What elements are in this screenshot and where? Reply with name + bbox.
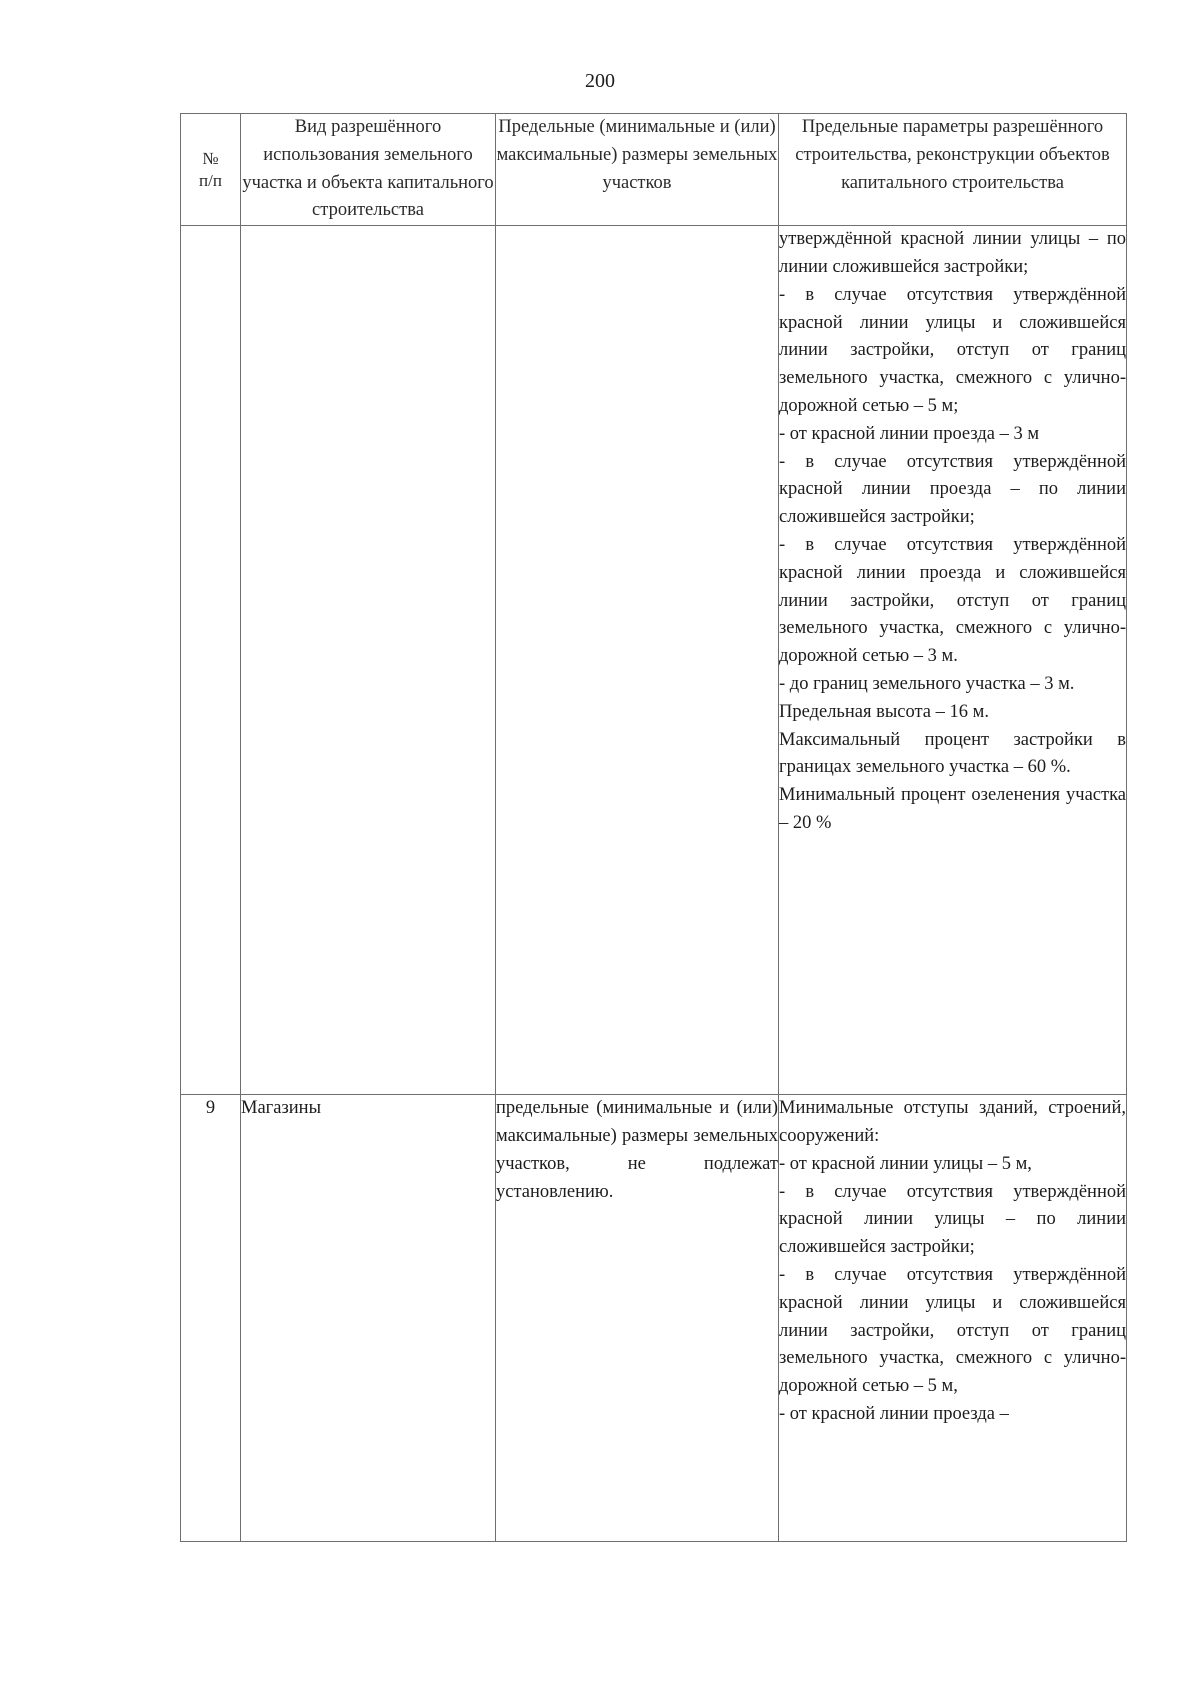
row-plot-size-cell: предельные (минимальные и (или) максимальные) размеры земельных участков, не подлежат установлению. [496,1095,779,1542]
row-plot-size-cell [496,226,779,1095]
row-build-params-cell [779,1095,1127,1542]
params-paragraph: - в случае отсутствия утверждённой красной линии улицы и сложившейся линии застройки, отступ от границ земельного участка, смежного с улично-дорожной сетью – 5 м; [779,284,1126,416]
row-number-cell: 9 [181,1095,241,1542]
row-use-kind-cell [241,226,496,1095]
header-number [181,114,241,226]
row-number-cell [181,226,241,1095]
params-paragraph: - в случае отсутствия утверждённой красной линии улицы – по линии сложившейся застройки; [779,1181,1126,1258]
header-build-params: Предельные параметры разрешённого строительства, реконструкции объектов капитального строительства [779,114,1127,226]
table-row [181,226,1127,1095]
params-paragraph: - в случае отсутствия утверждённой красной линии улицы и сложившейся линии застройки, отступ от границ земельного участка, смежного с улично-дорожной сетью – 5 м, [779,1264,1126,1397]
page-number: 200 [585,70,615,92]
params-paragraph: Минимальные отступы зданий, строений, сооружений: [779,1098,1126,1146]
params-paragraph: - в случае отсутствия утверждённой красной линии проезда и сложившейся линии застройки, отступ от границ земельного участка, смежного с улично-дорожной сетью – 3 м. [779,534,1126,667]
params-paragraph: Максимальный процент застройки в границах земельного участка – 60 %. [779,729,1126,778]
params-paragraph: - от красной линии улицы – 5 м, [779,1153,1032,1174]
header-number-abbr: п/п [199,170,222,190]
header-plot-size: Предельные (минимальные и (или) максимальные) размеры земельных участков [496,114,779,226]
row-use-kind-cell: Магазины [241,1095,496,1542]
params-paragraph: - от красной линии проезда – 3 м [779,423,1040,444]
header-use-kind: Вид разрешённого использования земельного участка и объекта капитального строительства [241,114,496,226]
params-paragraph: - до границ земельного участка – 3 м. [779,673,1075,694]
row-build-params-cell [779,226,1127,1095]
table-row [181,1095,1127,1542]
params-paragraph: утверждённой красной линии улицы – по линии сложившейся застройки; [779,229,1126,277]
header-number-sign: № [202,148,219,168]
params-paragraph: - от красной линии проезда – [779,1403,1009,1424]
params-paragraph: Минимальный процент озеленения участка – 20 % [779,785,1126,833]
params-paragraph: - в случае отсутствия утверждённой красной линии проезда – по линии сложившейся застройки; [779,451,1126,528]
table-header-row [181,114,1127,226]
params-paragraph: Предельная высота – 16 м. [779,701,989,722]
land-use-table [180,113,1127,1542]
